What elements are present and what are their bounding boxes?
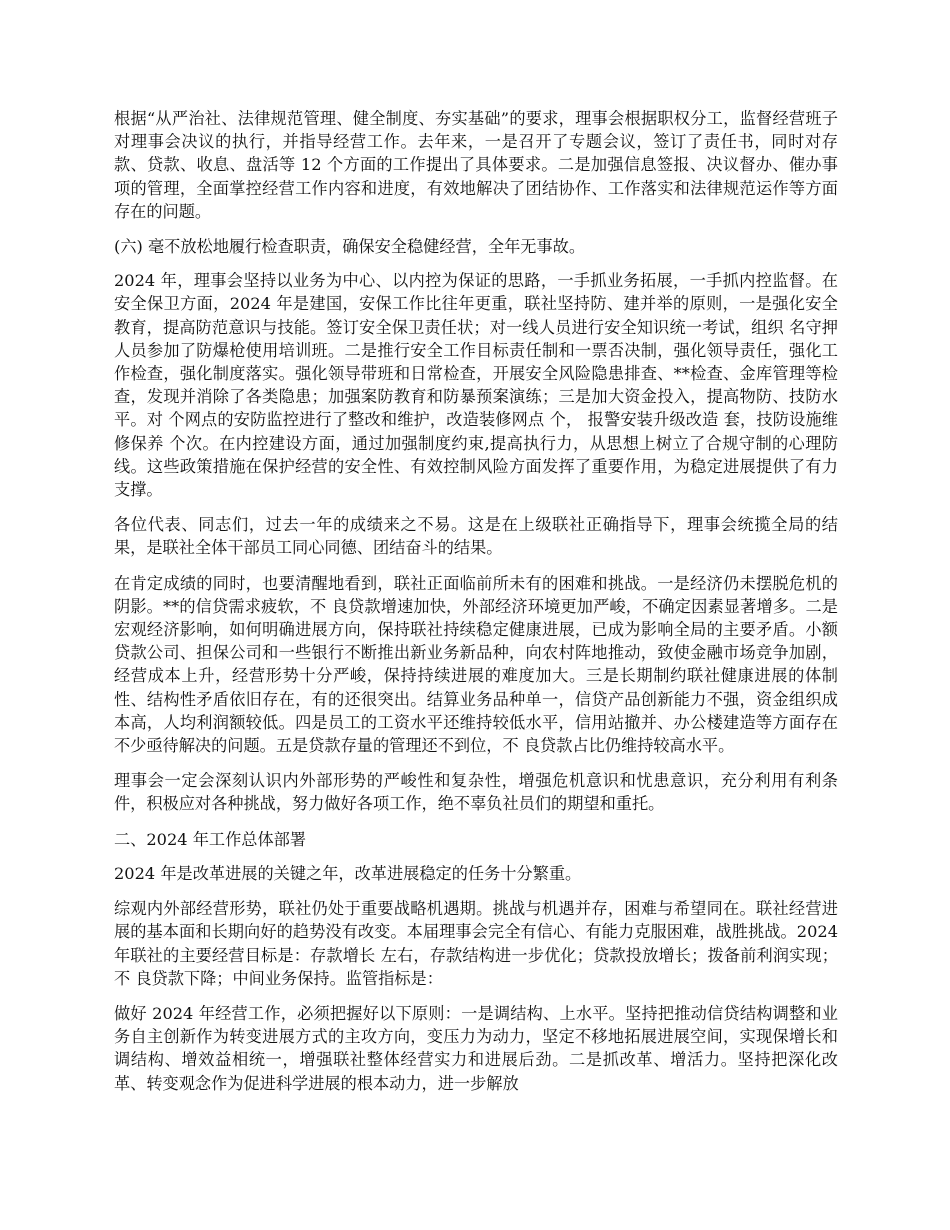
document-body bbox=[114, 107, 838, 1107]
paragraph-principles: 做好 2024 年经营工作，必须把握好以下原则：一是调结构、上水平。坚持把推动信贷结构调整和业务自主创新作为转变进展方式的主攻方向，变压力为动力，坚定不移地拓展进展空间，实现保增长和调结构、增效益相统一，增强联社整体经营实力和进展后劲。二是抓改革、增活力。坚持把深化改革、转变观念作为促进科学进展的根本动力，进一步解放 bbox=[114, 1003, 838, 1093]
section-heading-deployment: 二、2024 年工作总体部署 bbox=[114, 829, 307, 849]
paragraph-achievements: 各位代表、同志们，过去一年的成绩来之不易。这是在上级联社正确指导下，理事会统揽全局的结果，是联社全体干部员工同心同德、团结奋斗的结果。 bbox=[114, 515, 838, 558]
paragraph-targets: 综观内外部经营形势，联社仍处于重要战略机遇期。挑战与机遇并存，困难与希望同在。联社经营进展的基本面和长期向好的趋势没有改变。本届理事会完全有信心、有能力克服困难，战胜挑战。2024 年联社的主要经营目标是：存款增长 左右，存款结构进一步优化；贷款投放增长；拨备前利润实现；不 良贷款下降；中间业务保持。监管指标是： bbox=[114, 899, 838, 988]
paragraph-supervision: 根据“从严治社、法律规范管理、健全制度、夯实基础”的要求，理事会根据职权分工，监督经营班子对理事会决议的执行，并指导经营工作。去年来，一是召开了专题会议，签订了责任书，同时对存款、贷款、收息、盘活等 12 个方面的工作提出了具体要求。二是加强信息签报、决议督办、催办事项的管理，全面掌控经营工作内容和进度，有效地解决了团结协作、工作落实和法律规范运作等方面存在的问题。 bbox=[114, 109, 838, 221]
paragraph-challenges: 在肯定成绩的同时，也要清醒地看到，联社正面临前所未有的困难和挑战。一是经济仍未摆脱危机的阴影。**的信贷需求疲软，不 良贷款增速加快，外部经济环境更加严峻，不确定因素显著增多。二是宏观经济影响，如何明确进展方向，保持联社持续稳定健康进展，已成为影响全局的主要矛盾。小额贷款公司、担保公司和一些银行不断推出新业务新品种，向农村阵地推动，致使金融市场竞争加剧，经营成本上升，经营形势十分严峻，保持持续进展的难度加大。三是长期制约联社健康进展的体制性、结构性矛盾依旧存在，有的还很突出。结算业务品种单一，信贷产品创新能力不强，资金组织成本高，人均利润额较低。四是员工的工资水平还维持较低水平，信用站撤并、办公楼建造等方面存在不少亟待解决的问题。五是贷款存量的管理还不到位，不 良贷款占比仍维持较高水平。 bbox=[114, 573, 838, 756]
section-heading-inspection: (六) 毫不放松地履行检查职责，确保安全稳健经营，全年无事故。 bbox=[114, 237, 586, 257]
paragraph-commitment: 理事会一定会深刻认识内外部形势的严峻性和复杂性，增强危机意识和忧患意识，充分利用有利条件，积极应对各种挑战，努力做好各项工作，绝不辜负社员们的期望和重托。 bbox=[114, 771, 838, 814]
paragraph-key-year: 2024 年是改革进展的关键之年，改革进展稳定的任务十分繁重。 bbox=[114, 863, 582, 883]
paragraph-security: 2024 年，理事会坚持以业务为中心、以内控为保证的思路，一手抓业务拓展，一手抓内控监督。在安全保卫方面，2024 年是建国，安保工作比往年更重，联社坚持防、建并举的原则，一是强化安全教育，提高防范意识与技能。签订安全保卫责任状；对一线人员进行安全知识统一考试，组织 名守押人员参加了防爆枪使用培训班。二是推行安全工作目标责任制和一票否决制，强化领导责任，强化工作检查，强化制度落实。强化领导带班和日常检查，开展安全风险隐患排查、**检查、金库管理等检查，发现并消除了各类隐患；加强案防教育和防暴预案演练；三是加大资金投入，提高物防、技防水平。对 个网点的安防监控进行了整改和维护，改造装修网点 个， 报警安装升级改造 套，技防设施维修保养 个次。在内控建设方面，通过加强制度约束,提高执行力，从思想上树立了合规守制的心理防线。这些政策措施在保护经营的安全性、有效控制风险方面发挥了重要作用，为稳定进展提供了有力支撑。 bbox=[114, 271, 838, 500]
